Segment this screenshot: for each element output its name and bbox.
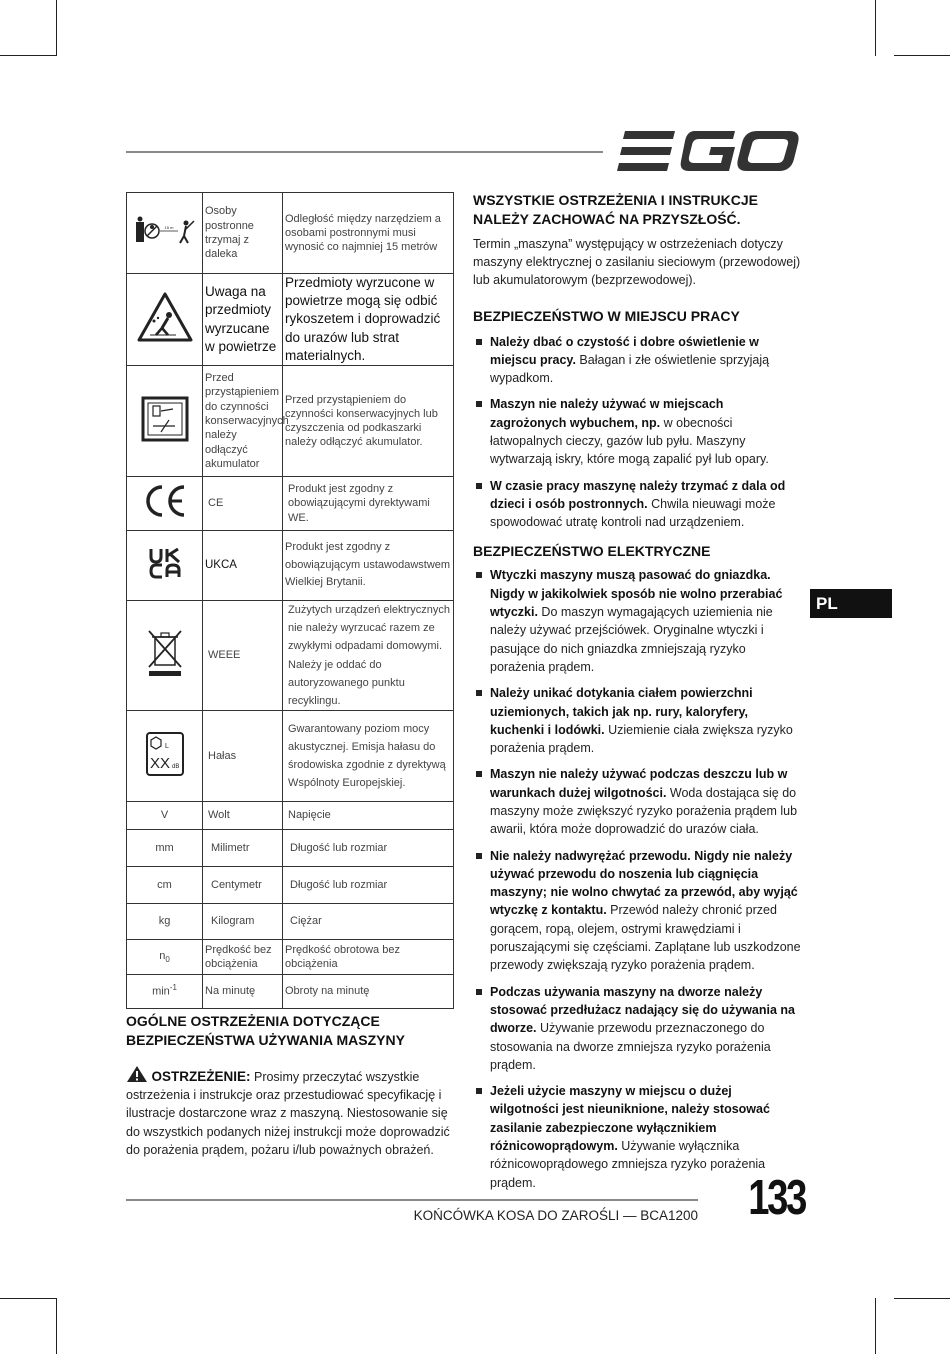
crop-mark [875,1298,876,1354]
list-item: Jeżeli użycie maszyny w miejscu o dużej wilgotności jest nieuniknione, należy stosować zasilanie zabezpieczone wyłącznikiem różnicowoprądowym. Używanie wyłącznika różnicowoprądowego zmniejsza ryzyko porażenia prądem. [473,1082,803,1192]
crop-mark [56,1298,57,1354]
bystanders-distance-icon [132,216,198,246]
language-tab: PL [810,589,892,618]
table-row [127,477,454,531]
footer-rule [126,1199,698,1201]
unit-symbol: kg [127,903,203,939]
symbol-name: Hałas [203,710,283,801]
table-row [127,829,454,866]
table-row [127,601,454,711]
unit-symbol: V [127,801,203,829]
table-row [127,274,454,366]
warning-triangle-icon [126,1065,148,1083]
symbol-desc: Prędkość obrotowa bez obciążenia [283,939,454,974]
list-item: Maszyn nie należy używać podczas deszczu lub w warunkach dużej wilgotności. Woda dostająca się do maszyny może zwiększyć ryzyko porażenia prądem lub awarii, która może doprowadzić do urazów ciała. [473,765,803,838]
table-row [127,193,454,274]
symbol-name: Centymetr [203,866,283,903]
table-row [127,366,454,477]
warning-text: Prosimy przeczytać wszystkie ostrzeżenia i instrukcje oraz przestudiować specyfikację i ilustracje dostarczone wraz z maszyną. Niestosowanie się do wszystkich podanych niżej instrukcji może doprowadzić do porażenia prądem, pożaru i/lub poważnych obrażeń. [126,1069,450,1157]
svg-text:XX: XX [149,754,170,772]
section-title: OGÓLNE OSTRZEŻENIA DOTYCZĄCE BEZPIECZEŃSTWA UŻYWANIA MASZYNY [126,1013,405,1048]
symbol-desc: Ciężar [283,903,454,939]
footer-title: KOŃCÓWKA KOSA DO ZAROŚLI — BCA1200 [413,1208,698,1223]
remove-battery-icon [141,396,189,442]
symbol-desc: Przedmioty wyrzucone w powietrze mogą się odbić rykoszetem i doprowadzić do urazów lub strat materialnych. [283,274,454,366]
table-row [127,866,454,903]
general-warnings-section [126,1012,456,1159]
page-number: 133 [748,1171,805,1225]
intro-paragraph: Termin „maszyna” występujący w ostrzeżeniach dotyczy maszyny elektrycznej o zasilaniu sieciowym (przewodowej) lub akumulatorowym (bezprzewodowej). [473,236,801,288]
symbols-table [126,192,454,1009]
symbol-name: Osoby postronne trzymaj z daleka [203,193,283,274]
symbol-desc: Długość lub rozmiar [283,866,454,903]
section-title: WSZYSTKIE OSTRZEŻENIA I INSTRUKCJE NALEŻY ZACHOWAĆ NA PRZYSZŁOŚĆ. [473,192,758,227]
list-item: Maszyn nie należy używać w miejscach zagrożonych wybuchem, np. w obecności łatwopalnych cieczy, gazów lub pyłu. Maszyny wytwarzają iskry, które mogą zapalić pył lub opary. [473,395,803,468]
symbol-name: WEEE [203,601,283,711]
right-column [473,191,803,1200]
table-row [127,801,454,829]
header-rule [126,151,603,153]
symbol-desc: Napięcie [283,801,454,829]
symbol-name: Prędkość bez obciążenia [203,939,283,974]
unit-symbol: cm [127,866,203,903]
list-item: Wtyczki maszyny muszą pasować do gniazdka. Nigdy w jakikolwiek sposób nie wolno przerabiać wtyczki. Do maszyn wymagających uziemienia nie należy używać przejściówek. Oryginalne wtyczki i pasujące do nich gniazdka zmniejszają ryzyko porażenia prądem. [473,566,803,676]
work-area-list [473,333,803,532]
svg-text:L: L [164,742,169,750]
ukca-mark-icon [148,547,182,579]
crop-mark [894,1298,950,1299]
ego-logo [617,131,799,171]
symbol-desc: Produkt jest zgodny z obowiązującymi dyrektywami WE. [283,477,454,531]
symbol-name: Przed przystąpieniem do czynności konserwacyjnych należy odłączyć akumulator [203,366,283,477]
list-item: Nie należy nadwyrężać przewodu. Nigdy nie należy używać przewodu do noszenia lub ciągnięcia maszyny; nie wolno chwytać za przewód, aby wyjąć wtyczkę z kontaktu. Przewód należy chronić przed gorącem, ropą, olejem, ostrymi krawędziami i poruszającymi się częściami. Zaplątane lub uszkodzone przewody zwiększają ryzyko porażenia prądem. [473,847,803,975]
svg-text:dB: dB [171,763,179,770]
table-row [127,903,454,939]
symbol-desc: Przed przystąpieniem do czynności konserwacyjnych lub czyszczenia od podkaszarki należy odłączyć akumulator. [283,366,454,477]
symbol-desc: Zużytych urządzeń elektrycznych nie należy wyrzucać razem ze zwykłymi odpadami domowymi. Należy je oddać do autoryzowanego punktu recyklingu. [283,601,454,711]
weee-bin-icon [145,627,185,679]
section-title: BEZPIECZEŃSTWO ELEKTRYCZNE [473,542,711,559]
crop-mark [894,55,950,56]
crop-mark [0,55,56,56]
symbol-desc: Gwarantowany poziom mocy akustycznej. Emisja hałasu do środowiska zgodnie z dyrektywą Wspólnoty Europejskiej. [283,710,454,801]
symbol-name: UKCA [203,531,283,601]
unit-symbol: mm [127,829,203,866]
symbol-desc: Obroty na minutę [283,974,454,1008]
unit-symbol: $\min^{-1}$ [127,974,203,1008]
symbol-desc: Odległość między narzędziem a osobami postronnymi musi wynosić co najmniej 15 metrów [283,193,454,274]
table-row [127,531,454,601]
table-row [127,939,454,974]
noise-level-icon [145,731,185,777]
symbol-name: Uwaga na przedmioty wyrzucane w powietrze [203,274,283,366]
symbol-desc: Produkt jest zgodny z obowiązującym ustawodawstwem Wielkiej Brytanii. [283,531,454,601]
crop-mark [56,0,57,56]
symbol-name: Wolt [203,801,283,829]
section-title: BEZPIECZEŃSTWO W MIEJSCU PRACY [473,307,740,324]
symbol-desc: Długość lub rozmiar [283,829,454,866]
list-item: Podczas używania maszyny na dworze należy stosować przedłużacz nadający się do używania na dworze. Używanie przewodu przeznaczonego do stosowania na dworze zmniejsza ryzyko porażenia prądem. [473,983,803,1074]
list-item: Należy unikać dotykania ciałem powierzchni uziemionych, takich jak np. rury, kaloryfery, kuchenki i lodówki. Uziemienie ciała zwiększa ryzyko porażenia prądem. [473,684,803,757]
table-row [127,974,454,1008]
symbol-name: Milimetr [203,829,283,866]
svg-text:EGO: EGO [617,131,620,132]
table-row [127,710,454,801]
crop-mark [0,1298,56,1299]
list-item: W czasie pracy maszynę należy trzymać z dala od dzieci i osób postronnych. Chwila nieuwagi może spowodować utratę kontroli nad urządzeniem. [473,477,803,532]
crop-mark [875,0,876,56]
thrown-objects-icon [136,291,194,343]
warning-label: OSTRZEŻENIE: [151,1068,251,1084]
svg-text:15 m: 15 m [164,224,173,230]
ce-mark-icon [143,485,187,517]
symbol-name: Na minutę [203,974,283,1008]
symbol-name: Kilogram [203,903,283,939]
unit-symbol: $n_0$ [127,939,203,974]
symbol-name: CE [203,477,283,531]
electrical-list [473,566,803,1192]
warning-paragraph [126,1065,456,1159]
list-item: Należy dbać o czystość i dobre oświetlenie w miejscu pracy. Bałagan i złe oświetlenie sprzyjają wypadkom. [473,333,803,388]
